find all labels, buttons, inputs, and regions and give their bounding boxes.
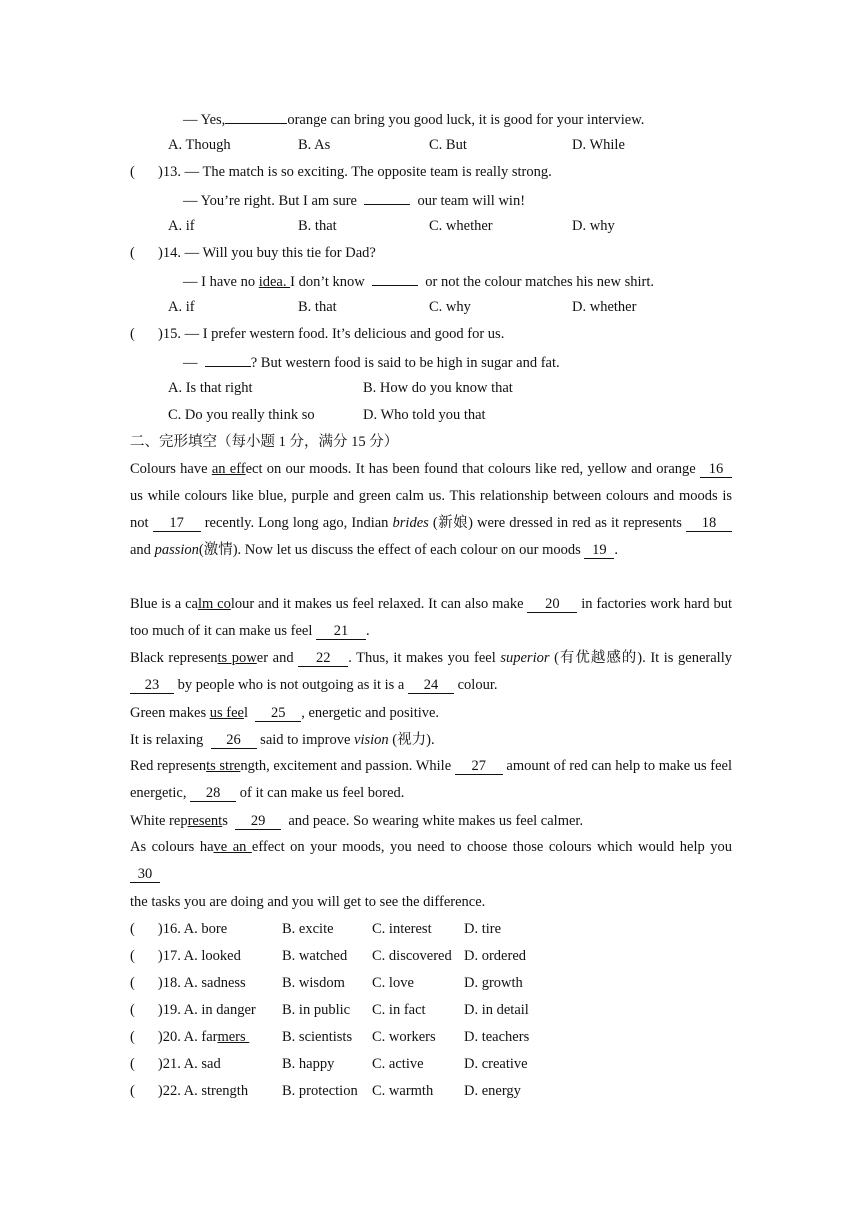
answer-blank bbox=[225, 109, 287, 124]
answer-blank bbox=[364, 190, 410, 205]
passage-paragraph-6: Red represents strength, excitement and passion. While 27 amount of red can help to make us feel energetic, 28 of it can make us feel bored. bbox=[130, 758, 732, 801]
blank-22: 22 bbox=[298, 651, 348, 667]
passage-paragraph-3: Black represents power and 22 . Thus, it makes you feel superior (有优越感的). It is generally 23 by people who is not outgoing as it is a 24 colour. bbox=[130, 650, 732, 693]
answer-blank bbox=[205, 352, 251, 367]
cloze-20-option-c: C. workers bbox=[372, 1029, 436, 1045]
cloze-18-option-c: C. love bbox=[372, 975, 414, 991]
blank-17: 17 bbox=[153, 516, 201, 532]
cloze-22-option-b: B. protection bbox=[282, 1083, 358, 1099]
q12-line2: — Yes, orange can bring you good luck, it is good for your interview. bbox=[183, 109, 644, 129]
q13-paren: ( bbox=[130, 164, 135, 180]
passage-paragraph-4: Green makes us feel 25 , energetic and positive. bbox=[130, 705, 440, 721]
cloze-row-16: ( )16. A. bore bbox=[130, 921, 228, 937]
cloze-20-option-b: B. scientists bbox=[282, 1029, 353, 1045]
q13-stem: )13. — The match is so exciting. The opposite team is really strong. bbox=[158, 164, 552, 180]
cloze-17-option-d: D. ordered bbox=[464, 948, 527, 964]
blank-27: 27 bbox=[455, 759, 503, 775]
q15-option-b: B. How do you know that bbox=[363, 380, 513, 396]
cloze-21-option-d: D. creative bbox=[464, 1056, 528, 1072]
q13-option-a: A. if bbox=[168, 218, 195, 234]
q12-option-b: B. As bbox=[298, 137, 331, 153]
q14-option-c: C. why bbox=[429, 299, 471, 315]
cloze-17-option-b: B. watched bbox=[282, 948, 348, 964]
cloze-17-option-c: C. discovered bbox=[372, 948, 452, 964]
cloze-row-20: ( )20. A. farmers bbox=[130, 1029, 246, 1045]
q14-option-d: D. whether bbox=[572, 299, 637, 315]
q14-option-a: A. if bbox=[168, 299, 195, 315]
blank-23: 23 bbox=[130, 678, 174, 694]
cloze-16-option-d: D. tire bbox=[464, 921, 502, 937]
q13-line2: — You’re right. But I am sure our team will win! bbox=[183, 190, 525, 210]
cloze-18-option-d: D. growth bbox=[464, 975, 523, 991]
blank-24: 24 bbox=[408, 678, 454, 694]
passage-paragraph-1: Colours have an effect on our moods. It has been found that colours like red, yellow and orange 16 us while colours like blue, purple and green calm us. This relationship between colours and moods is not 17 recently. Long long ago, Indian brides (新娘) were dressed in red as it represents 18 and passion(激情). Now let us discuss the effect of each colour on our moods 19 . bbox=[130, 461, 732, 558]
blank-18: 18 bbox=[686, 516, 732, 532]
q15-option-a: A. Is that right bbox=[168, 380, 253, 396]
q12-option-c: C. But bbox=[429, 137, 467, 153]
cloze-18-option-b: B. wisdom bbox=[282, 975, 345, 991]
cloze-16-option-c: C. interest bbox=[372, 921, 432, 937]
passage-paragraph-2: Blue is a calm colour and it makes us feel relaxed. It can also make 20 in factories work hard but too much of it can make us feel 21 . bbox=[130, 596, 732, 639]
cloze-row-18: ( )18. A. sadness bbox=[130, 975, 246, 991]
cloze-19-option-b: B. in public bbox=[282, 1002, 351, 1018]
q12-option-a: A. Though bbox=[168, 137, 231, 153]
q15-option-d: D. Who told you that bbox=[363, 407, 486, 423]
q14-paren: ( bbox=[130, 245, 135, 261]
q15-line2: — ? But western food is said to be high in sugar and fat. bbox=[183, 352, 560, 372]
q14-line2: — I have no idea. I don’t know or not the colour matches his new shirt. bbox=[183, 271, 654, 291]
q15-stem: )15. — I prefer western food. It’s delicious and good for us. bbox=[158, 326, 505, 342]
blank-21: 21 bbox=[316, 624, 366, 640]
blank-26: 26 bbox=[211, 733, 257, 749]
cloze-20-option-d: D. teachers bbox=[464, 1029, 530, 1045]
q15-option-c: C. Do you really think so bbox=[168, 407, 315, 423]
cloze-row-21: ( )21. A. sad bbox=[130, 1056, 221, 1072]
cloze-row-17: ( )17. A. looked bbox=[130, 948, 241, 964]
passage-paragraph-9: the tasks you are doing and you will get to see the difference. bbox=[130, 894, 486, 910]
blank-19: 19 bbox=[584, 543, 614, 559]
q14-stem: )14. — Will you buy this tie for Dad? bbox=[158, 245, 376, 261]
cloze-22-option-d: D. energy bbox=[464, 1083, 521, 1099]
cloze-19-option-c: C. in fact bbox=[372, 1002, 426, 1018]
blank-25: 25 bbox=[255, 706, 301, 722]
cloze-row-22: ( )22. A. strength bbox=[130, 1083, 249, 1099]
blank-16: 16 bbox=[700, 462, 732, 478]
q13-option-b: B. that bbox=[298, 218, 337, 234]
cloze-19-option-d: D. in detail bbox=[464, 1002, 529, 1018]
q14-option-b: B. that bbox=[298, 299, 337, 315]
passage-paragraph-8: As colours have an effect on your moods, you need to choose those colours which would help you 30 bbox=[130, 839, 732, 882]
q12-option-d: D. While bbox=[572, 137, 625, 153]
q15-paren: ( bbox=[130, 326, 135, 342]
q13-option-c: C. whether bbox=[429, 218, 493, 234]
blank-29: 29 bbox=[235, 814, 281, 830]
answer-blank bbox=[372, 271, 418, 286]
cloze-21-option-b: B. happy bbox=[282, 1056, 335, 1072]
blank-20: 20 bbox=[527, 597, 577, 613]
cloze-row-19: ( )19. A. in danger bbox=[130, 1002, 256, 1018]
blank-28: 28 bbox=[190, 786, 236, 802]
cloze-22-option-c: C. warmth bbox=[372, 1083, 434, 1099]
section-title: 二、完形填空（每小题 1 分，满分 15 分） bbox=[130, 434, 399, 450]
cloze-21-option-c: C. active bbox=[372, 1056, 424, 1072]
cloze-16-option-b: B. excite bbox=[282, 921, 334, 937]
passage-paragraph-7: White represents 29 and peace. So wearing white makes us feel calmer. bbox=[130, 813, 584, 829]
blank-30: 30 bbox=[130, 867, 160, 883]
passage-paragraph-5: It is relaxing 26 said to improve vision (视力). bbox=[130, 732, 435, 748]
q13-option-d: D. why bbox=[572, 218, 615, 234]
